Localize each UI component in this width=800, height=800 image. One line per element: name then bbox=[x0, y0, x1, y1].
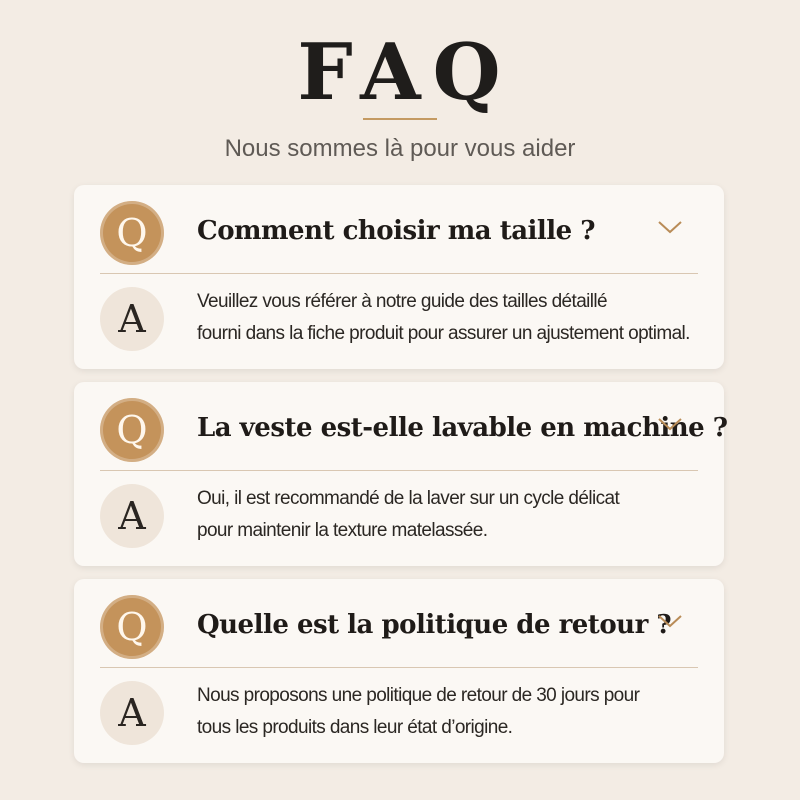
faq-header bbox=[0, 0, 800, 170]
answer-line: pour maintenir la texture matelassée. bbox=[197, 520, 488, 541]
faq-answer bbox=[197, 680, 707, 744]
page-title: FAQ bbox=[297, 27, 513, 118]
question-badge: Q bbox=[100, 595, 164, 659]
faq-answer bbox=[197, 483, 707, 547]
answer-line: tous les produits dans leur état d’origine. bbox=[197, 717, 513, 738]
answer-line: Veuillez vous référer à notre guide des tailles détaillé bbox=[197, 291, 607, 312]
chevron-down-icon[interactable] bbox=[657, 219, 683, 235]
faq-divider bbox=[100, 470, 698, 471]
question-badge: Q bbox=[100, 201, 164, 265]
answer-line: Oui, il est recommandé de la laver sur un cycle délicat bbox=[197, 488, 620, 509]
faq-question[interactable]: Comment choisir ma taille ? bbox=[197, 216, 596, 246]
answer-line: Nous proposons une politique de retour de 30 jours pour bbox=[197, 685, 640, 706]
answer-badge: A bbox=[100, 287, 164, 351]
answer-badge: A bbox=[100, 681, 164, 745]
faq-item bbox=[74, 185, 724, 369]
question-badge: Q bbox=[100, 398, 164, 462]
faq-question[interactable]: Quelle est la politique de retour ? bbox=[197, 610, 672, 640]
faq-question-row[interactable] bbox=[74, 579, 724, 667]
title-underline bbox=[363, 118, 437, 120]
faq-divider bbox=[100, 273, 698, 274]
faq-answer bbox=[197, 286, 707, 350]
answer-line: fourni dans la fiche produit pour assurer un ajustement optimal. bbox=[197, 323, 690, 344]
page-subtitle: Nous sommes là pour vous aider bbox=[224, 135, 576, 162]
answer-badge: A bbox=[100, 484, 164, 548]
faq-question-row[interactable] bbox=[74, 382, 728, 470]
faq-divider bbox=[100, 667, 698, 668]
chevron-down-icon[interactable] bbox=[657, 416, 683, 432]
faq-question-row[interactable] bbox=[74, 185, 724, 273]
faq-item bbox=[74, 382, 728, 566]
faq-item bbox=[74, 579, 724, 763]
chevron-down-icon[interactable] bbox=[657, 613, 683, 629]
faq-question[interactable]: La veste est-elle lavable en machine ? bbox=[197, 413, 728, 443]
